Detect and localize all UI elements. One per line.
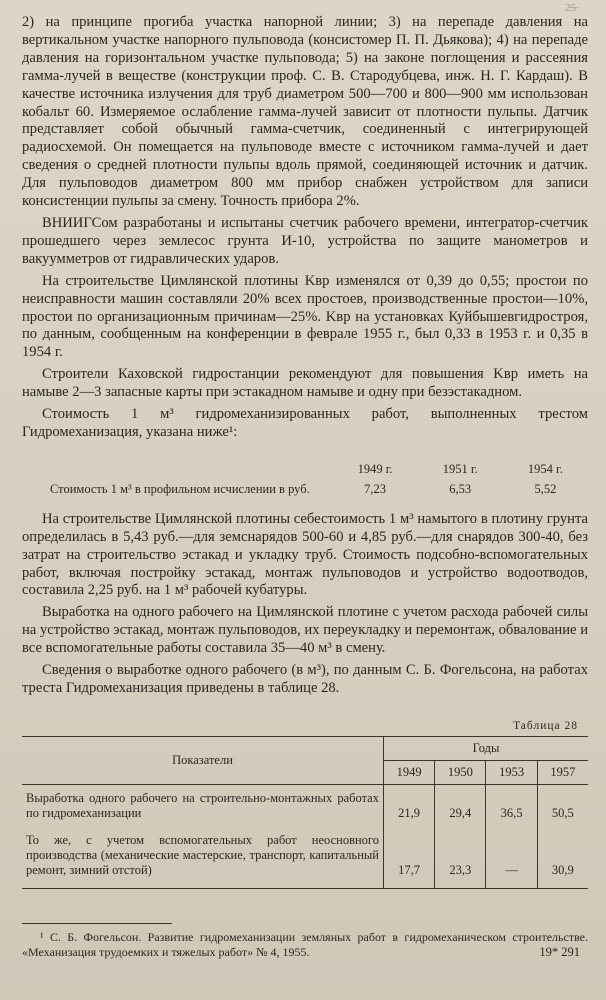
paragraph-4: Строители Каховской гидростанции рекомендуют для повышения Kвр иметь на намыве 2—3 запасные карты при эстакадном намыве и одну при безэстакадном. (22, 366, 588, 401)
year-header: 1950 (435, 760, 486, 784)
table-caption: Таблица 28 (513, 719, 578, 732)
cell-value: 17,7 (383, 827, 434, 889)
footnote-divider (22, 923, 172, 924)
year-header: 1953 (486, 760, 537, 784)
year-header: 1949 (383, 760, 434, 784)
cell-value: — (486, 827, 537, 889)
cell-value: 21,9 (383, 784, 434, 827)
paragraph-6: На строительстве Цимлянской плотины себестоимость 1 м³ намытого в плотину грунта определилась в 5,43 руб.—для земснарядов 500-60 и 4,85 руб.—для снарядов 300-40, без затрат на строительство эстакад и укладку труб. Стоимость подсобно-вспомогательных работ, включая постройку эстакад, монтаж пульповодов и устройство водоотводов, составила 2,25 руб. на 1 м³ рабочей кубатуры. (22, 510, 588, 599)
table-row (22, 784, 588, 827)
cost-label: Стоимость 1 м³ в профильном исчислении в руб. (50, 481, 310, 496)
cell-value: 50,5 (551, 805, 574, 820)
cost-year-2: 1951 г. (442, 461, 478, 476)
column-header-years: Годы (383, 736, 588, 760)
cost-year-3: 1954 г. (527, 461, 563, 476)
cell-value: 30,9 (537, 827, 588, 889)
year-header: 1957 (537, 760, 588, 784)
paragraph-7: Выработка на одного рабочего на Цимлянской плотине с учетом расхода рабочей силы на устройство эстакад, монтаж пульповодов, их переукладку и перемонтаж, обвалование и все вспомогательные работы составила 35—40 м³ в смену. (22, 604, 588, 657)
footnote: ¹ С. Б. Фогельсон. Развитие гидромеханизации земляных работ в гидромеханическом строительстве. «Механизация трудоемких и тяжелых работ» № 4, 1955. (22, 929, 588, 959)
cost-value-1: 7,23 (364, 481, 386, 496)
table-row (22, 827, 588, 889)
cost-year-1: 1949 г. (357, 461, 393, 476)
paragraph-8: Сведения о выработке одного рабочего (в м³), по данным С. Б. Фогельсона, на работах треста Гидромеханизация приведены в таблице 28. (22, 662, 588, 696)
cost-value-3: 5,52 (534, 481, 557, 496)
paragraph-5: Стоимость 1 м³ гидромеханизированных работ, выполненных трестом Гидромеханизация, указана ниже¹: (22, 406, 588, 440)
paragraph-3: На строительстве Цимлянской плотины Kвр изменялся от 0,39 до 0,55; простои по неисправности машин составляли 20% всех простоев, производственные простои—10%, простои по организационным причинам—25%. Kвр на установках Куйбышевгидростроя, по данным, сообщенным на конференции в феврале 1955 г., был 0,33 в 1953 г. и 0,35 в 1954 г. (22, 272, 588, 361)
table-28 (22, 736, 588, 889)
paragraph-1: 2) на принципе прогиба участка напорной линии; 3) на перепаде давления на вертикальном участке напорного пульповода (консистомер П. П. Дьякова); 4) на перепаде давления на горизонтальном участке пульповода; 5) на законе поглощения и рассеяния гамма-лучей в веществе (конструкции проф. С. В. Стародубцева, инж. Н. Г. Кардаш). В качестве источника излучения для труб диаметром 500—700 и 800—900 мм использован кобальт 60. Измеряемое ослабление гамма-лучей зависит от плотности пульпы. Датчик представляет собой обычный гамма-счетчик, соединенный с интегрирующей радиосхемой. Он помещается на пульповоде вместе с источником гамма-лучей и дает сведения о средней плотности пульпы вдоль прямой, соединяющей источник и датчик. Для пульповодов диаметром 800 мм прибор снабжен устройством для записи консистенции пульпы за смену. Точность прибора 2%. (22, 14, 588, 210)
row-label: Выработка одного рабочего на строительно-монтажных работах по гидромеханизации (22, 784, 383, 827)
page-number: 19* 291 (539, 945, 580, 959)
column-header-indicators: Показатели (22, 736, 383, 784)
cell-value: 36,5 (486, 784, 537, 827)
row-label: То же, с учетом вспомогательных работ неосновного производства (механические мастерские, транспорт, капитальный ремонт, зимний отстой) (22, 827, 383, 889)
paragraph-2: ВНИИГСом разработаны и испытаны счетчик рабочего времени, интегратор-счетчик прошедшего через землесос грунта И-10, устройства по защите манометров и вакуумметров от гидравлических ударов. (22, 214, 588, 267)
cost-table (22, 460, 588, 499)
cell-value: 23,3 (435, 827, 486, 889)
pencil-mark: 2̶5̶ (565, 2, 576, 14)
cost-value-2: 6,53 (449, 481, 472, 496)
cell-value: 29,4 (435, 784, 486, 827)
